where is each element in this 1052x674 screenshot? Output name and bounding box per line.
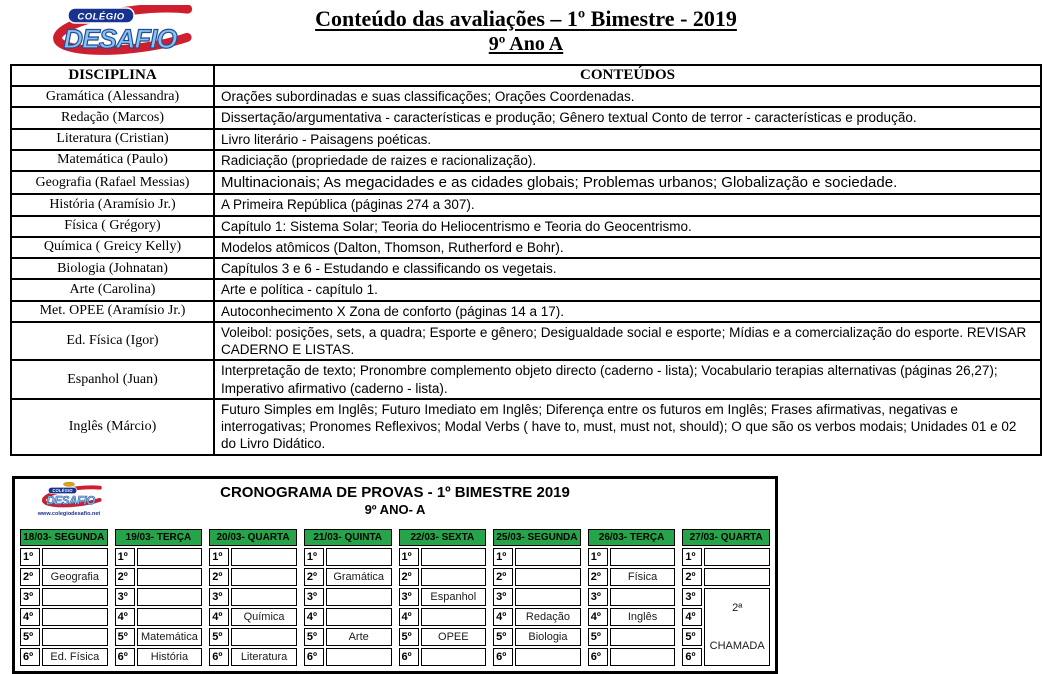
content-table xyxy=(10,64,1042,456)
colegio-desafio-small-logo-icon xyxy=(32,480,106,510)
content-cell: Modelos atômicos (Dalton, Thomson, Rutherford e Bohr). xyxy=(214,237,1041,258)
subject-cell: História xyxy=(137,648,203,666)
content-row xyxy=(11,301,1041,322)
period-number-cell: 4º xyxy=(20,608,40,626)
content-row xyxy=(11,360,1041,399)
schedule-header xyxy=(15,479,775,526)
schedule-period-row xyxy=(115,608,203,626)
schedule-day-header: 20/03- QUARTA xyxy=(209,529,297,546)
schedule-day-header: 25/03- SEGUNDA xyxy=(493,529,581,546)
schedule-period-row xyxy=(588,608,676,626)
schedule-period-row xyxy=(493,628,581,646)
period-number-cell: 3º xyxy=(682,588,702,606)
period-number-cell: 6º xyxy=(588,648,608,666)
content-row xyxy=(11,258,1041,279)
subject-cell xyxy=(137,588,203,606)
schedule-period-row xyxy=(20,568,108,586)
period-number-cell: 5º xyxy=(493,628,513,646)
schedule-period-row xyxy=(209,648,297,666)
subject-cell xyxy=(610,628,676,646)
merged-subject-cell xyxy=(704,588,770,666)
schedule-period-row xyxy=(588,568,676,586)
period-number-cell: 4º xyxy=(209,608,229,626)
period-number-cell: 1º xyxy=(682,548,702,566)
subject-cell xyxy=(326,608,392,626)
period-number-cell: 3º xyxy=(493,588,513,606)
subject-cell: Matemática xyxy=(137,628,203,646)
logo-colegio-text: COLÉGIO xyxy=(77,11,125,23)
schedule-period-row xyxy=(682,588,770,606)
schedule-subtitle: 9º ANO- A xyxy=(364,502,426,518)
period-number-cell: 2º xyxy=(399,568,419,586)
subject-cell xyxy=(231,628,297,646)
subject-cell xyxy=(231,548,297,566)
period-number-cell: 3º xyxy=(209,588,229,606)
period-number-cell: 4º xyxy=(682,608,702,626)
period-number-cell: 1º xyxy=(493,548,513,566)
discipline-cell: Química ( Greicy Kelly) xyxy=(11,237,214,258)
schedule-day-header: 27/03- QUARTA xyxy=(682,529,770,546)
column-header-conteudos: CONTEÚDOS xyxy=(214,65,1041,86)
period-number-cell: 5º xyxy=(20,628,40,646)
period-number-cell: 4º xyxy=(115,608,135,626)
schedule-period-row xyxy=(115,568,203,586)
schedule-day-header: 21/03- QUINTA xyxy=(304,529,392,546)
schedule-period-row xyxy=(399,648,487,666)
discipline-cell: Inglês (Márcio) xyxy=(11,399,214,455)
subject-cell xyxy=(326,548,392,566)
content-row xyxy=(11,279,1041,300)
discipline-cell: História (Aramísio Jr.) xyxy=(11,194,214,215)
content-row xyxy=(11,86,1041,107)
content-table-body xyxy=(11,86,1041,455)
period-number-cell: 3º xyxy=(399,588,419,606)
subject-cell xyxy=(704,568,770,586)
schedule-day-column xyxy=(397,527,489,668)
subject-cell xyxy=(610,548,676,566)
subject-cell: Arte xyxy=(326,628,392,646)
content-row xyxy=(11,129,1041,150)
subject-cell xyxy=(515,588,581,606)
colegio-desafio-logo xyxy=(30,5,202,62)
period-number-cell: 6º xyxy=(209,648,229,666)
period-number-cell: 4º xyxy=(588,608,608,626)
content-cell: Capítulo 1: Sistema Solar; Teoria do Heliocentrismo e Teoria do Geocentrismo. xyxy=(214,216,1041,237)
subject-cell xyxy=(610,648,676,666)
schedule-title: CRONOGRAMA DE PROVAS - 1º BIMESTRE 2019 xyxy=(220,483,570,501)
page-subtitle: 9º Ano A xyxy=(488,33,564,56)
period-number-cell: 1º xyxy=(20,548,40,566)
schedule-days xyxy=(15,526,775,671)
subject-cell: Gramática xyxy=(326,568,392,586)
schedule-period-row xyxy=(115,548,203,566)
discipline-cell: Ed. Física (Igor) xyxy=(11,322,214,361)
content-row xyxy=(11,399,1041,455)
schedule-period-row xyxy=(304,548,392,566)
period-number-cell: 5º xyxy=(682,628,702,646)
period-number-cell: 4º xyxy=(304,608,324,626)
period-number-cell: 3º xyxy=(588,588,608,606)
schedule-period-row xyxy=(493,588,581,606)
content-cell: A Primeira República (páginas 274 a 307). xyxy=(214,194,1041,215)
period-number-cell: 5º xyxy=(304,628,324,646)
discipline-cell: Biologia (Johnatan) xyxy=(11,258,214,279)
schedule-period-row xyxy=(115,648,203,666)
subject-cell xyxy=(515,548,581,566)
discipline-cell: Matemática (Paulo) xyxy=(11,150,214,171)
subject-cell xyxy=(42,548,108,566)
schedule-period-row xyxy=(209,608,297,626)
schedule-period-row xyxy=(115,628,203,646)
subject-cell xyxy=(326,648,392,666)
discipline-cell: Arte (Carolina) xyxy=(11,279,214,300)
subject-cell: Geografia xyxy=(42,568,108,586)
period-number-cell: 3º xyxy=(20,588,40,606)
content-cell: Interpretação de texto; Pronombre complemento objeto directo (caderno - lista); Vocabulario terapias alternativas (páginas 26,27); Imperativo afirmativo (caderno - lista). xyxy=(214,360,1041,399)
discipline-cell: Met. OPEE (Aramísio Jr.) xyxy=(11,301,214,322)
colegio-desafio-small-logo xyxy=(23,480,115,518)
period-number-cell: 6º xyxy=(682,648,702,666)
subject-cell xyxy=(137,548,203,566)
small-logo-colegio-text: COLÉGIO xyxy=(52,487,73,493)
period-number-cell: 2º xyxy=(115,568,135,586)
content-row xyxy=(11,171,1041,194)
schedule-day-column xyxy=(113,527,205,668)
period-number-cell: 5º xyxy=(115,628,135,646)
schedule-day-column xyxy=(207,527,299,668)
period-number-cell: 2º xyxy=(304,568,324,586)
schedule-period-row xyxy=(588,548,676,566)
period-number-cell: 1º xyxy=(304,548,324,566)
schedule-period-row xyxy=(304,648,392,666)
subject-cell: Ed. Física xyxy=(42,648,108,666)
schedule-period-row xyxy=(20,608,108,626)
page-title: Conteúdo das avaliações – 1º Bimestre - 2019 xyxy=(315,6,737,31)
content-row xyxy=(11,237,1041,258)
schedule-day-column xyxy=(586,527,678,668)
content-cell: Dissertação/argumentativa - características e produção; Gênero textual Conto de terror - características e produção. xyxy=(214,107,1041,128)
schedule-period-row xyxy=(399,588,487,606)
subject-cell xyxy=(704,548,770,566)
schedule-day-header-row xyxy=(209,529,297,546)
period-number-cell: 6º xyxy=(399,648,419,666)
period-number-cell: 2º xyxy=(209,568,229,586)
period-number-cell: 1º xyxy=(115,548,135,566)
schedule-period-row xyxy=(493,608,581,626)
schedule-period-row xyxy=(20,588,108,606)
period-number-cell: 3º xyxy=(304,588,324,606)
discipline-cell: Física ( Grégory) xyxy=(11,216,214,237)
schedule-day-header: 22/03- SEXTA xyxy=(399,529,487,546)
schedule-day-header-row xyxy=(20,529,108,546)
schedule-period-row xyxy=(682,548,770,566)
period-number-cell: 6º xyxy=(115,648,135,666)
schedule-period-row xyxy=(588,588,676,606)
period-number-cell: 1º xyxy=(588,548,608,566)
schedule-day-column xyxy=(302,527,394,668)
subject-cell: Inglês xyxy=(610,608,676,626)
period-number-cell: 6º xyxy=(304,648,324,666)
schedule-period-row xyxy=(399,608,487,626)
schedule-period-row xyxy=(209,568,297,586)
page-header xyxy=(0,0,1052,60)
small-logo-desafio-text: DESAFIO xyxy=(46,494,96,508)
content-cell: Futuro Simples em Inglês; Futuro Imediato em Inglês; Diferença entre os futuros em Inglês; Frases afirmativas, negativas e interrogativas; Pronomes Reflexivos; Modal Verbs ( have to, must, must not, should); O que são os verbos modais; Unidades 01 e 02 do Livro Didático. xyxy=(214,399,1041,455)
schedule-day-header-row xyxy=(115,529,203,546)
schedule-period-row xyxy=(588,628,676,646)
schedule-period-row xyxy=(399,568,487,586)
subject-cell xyxy=(421,648,487,666)
schedule-day-column xyxy=(680,527,772,668)
subject-cell xyxy=(421,568,487,586)
subject-cell: Espanhol xyxy=(421,588,487,606)
content-row xyxy=(11,107,1041,128)
period-number-cell: 2º xyxy=(682,568,702,586)
period-number-cell: 3º xyxy=(115,588,135,606)
schedule-period-row xyxy=(304,628,392,646)
subject-cell xyxy=(515,568,581,586)
schedule-period-row xyxy=(399,548,487,566)
content-cell: Radiciação (propriedade de raizes e racionalização). xyxy=(214,150,1041,171)
subject-cell xyxy=(231,588,297,606)
content-row xyxy=(11,194,1041,215)
subject-cell xyxy=(231,568,297,586)
period-number-cell: 5º xyxy=(399,628,419,646)
schedule-period-row xyxy=(304,568,392,586)
discipline-cell: Redação (Marcos) xyxy=(11,107,214,128)
discipline-cell: Literatura (Cristian) xyxy=(11,129,214,150)
schedule-day-header-row xyxy=(588,529,676,546)
subject-cell xyxy=(137,608,203,626)
content-row xyxy=(11,322,1041,361)
content-cell: Capítulos 3 e 6 - Estudando e classificando os vegetais. xyxy=(214,258,1041,279)
content-cell: Autoconhecimento X Zona de conforto (páginas 14 a 17). xyxy=(214,301,1041,322)
schedule-day-header: 19/03- TERÇA xyxy=(115,529,203,546)
subject-cell xyxy=(326,588,392,606)
schedule-day-header-row xyxy=(304,529,392,546)
schedule-period-row xyxy=(209,628,297,646)
schedule-day-header-row xyxy=(493,529,581,546)
subject-cell xyxy=(42,628,108,646)
merged-subject-line: 2ª xyxy=(732,601,743,614)
column-header-disciplina: DISCIPLINA xyxy=(11,65,214,86)
schedule-period-row xyxy=(493,548,581,566)
subject-cell xyxy=(421,548,487,566)
schedule-period-row xyxy=(493,648,581,666)
content-cell: Arte e política - capítulo 1. xyxy=(214,279,1041,300)
schedule-period-row xyxy=(588,648,676,666)
content-cell: Livro literário - Paisagens poéticas. xyxy=(214,129,1041,150)
period-number-cell: 1º xyxy=(209,548,229,566)
subject-cell: Literatura xyxy=(231,648,297,666)
schedule-period-row xyxy=(115,588,203,606)
period-number-cell: 4º xyxy=(493,608,513,626)
schedule-day-header-row xyxy=(682,529,770,546)
subject-cell xyxy=(137,568,203,586)
period-number-cell: 5º xyxy=(209,628,229,646)
logo-desafio-text: DESAFIO xyxy=(63,24,177,54)
subject-cell: Física xyxy=(610,568,676,586)
schedule-period-row xyxy=(682,568,770,586)
subject-cell xyxy=(42,608,108,626)
schedule-period-row xyxy=(20,648,108,666)
content-cell: Multinacionais; As megacidades e as cidades globais; Problemas urbanos; Globalização e sociedade. xyxy=(214,171,1041,194)
period-number-cell: 4º xyxy=(399,608,419,626)
logo-website-caption: www.colegiodesafio.net xyxy=(37,510,101,517)
schedule-period-row xyxy=(209,588,297,606)
period-number-cell: 2º xyxy=(20,568,40,586)
schedule-period-row xyxy=(20,628,108,646)
period-number-cell: 2º xyxy=(588,568,608,586)
content-row xyxy=(11,150,1041,171)
subject-cell: OPEE xyxy=(421,628,487,646)
content-row xyxy=(11,216,1041,237)
schedule-day-header-row xyxy=(399,529,487,546)
schedule-day-header: 26/03- TERÇA xyxy=(588,529,676,546)
subject-cell xyxy=(421,608,487,626)
schedule-period-row xyxy=(493,568,581,586)
period-number-cell: 5º xyxy=(588,628,608,646)
subject-cell: Biologia xyxy=(515,628,581,646)
schedule-day-column xyxy=(18,527,110,668)
discipline-cell: Espanhol (Juan) xyxy=(11,360,214,399)
schedule-day-column xyxy=(491,527,583,668)
period-number-cell: 6º xyxy=(20,648,40,666)
content-table-header-row xyxy=(11,65,1041,86)
schedule-period-row xyxy=(304,588,392,606)
colegio-desafio-logo-icon xyxy=(30,5,202,57)
subject-cell xyxy=(515,648,581,666)
content-cell: Voleibol: posições, sets, a quadra; Esporte e gênero; Desigualdade social e esporte; Mídias e a comercialização do esporte. REVISAR CADERNO E LISTAS. xyxy=(214,322,1041,361)
discipline-cell: Gramática (Alessandra) xyxy=(11,86,214,107)
schedule-table xyxy=(12,476,778,674)
subject-cell xyxy=(610,588,676,606)
subject-cell: Redação xyxy=(515,608,581,626)
schedule-day-header: 18/03- SEGUNDA xyxy=(20,529,108,546)
subject-cell: Química xyxy=(231,608,297,626)
discipline-cell: Geografia (Rafael Messias) xyxy=(11,171,214,194)
schedule-period-row xyxy=(304,608,392,626)
merged-subject-line: CHAMADA xyxy=(709,639,765,652)
content-cell: Orações subordinadas e suas classificações; Orações Coordenadas. xyxy=(214,86,1041,107)
period-number-cell: 2º xyxy=(493,568,513,586)
schedule-period-row xyxy=(20,548,108,566)
period-number-cell: 1º xyxy=(399,548,419,566)
subject-cell xyxy=(42,588,108,606)
schedule-period-row xyxy=(399,628,487,646)
schedule-period-row xyxy=(209,548,297,566)
period-number-cell: 6º xyxy=(493,648,513,666)
